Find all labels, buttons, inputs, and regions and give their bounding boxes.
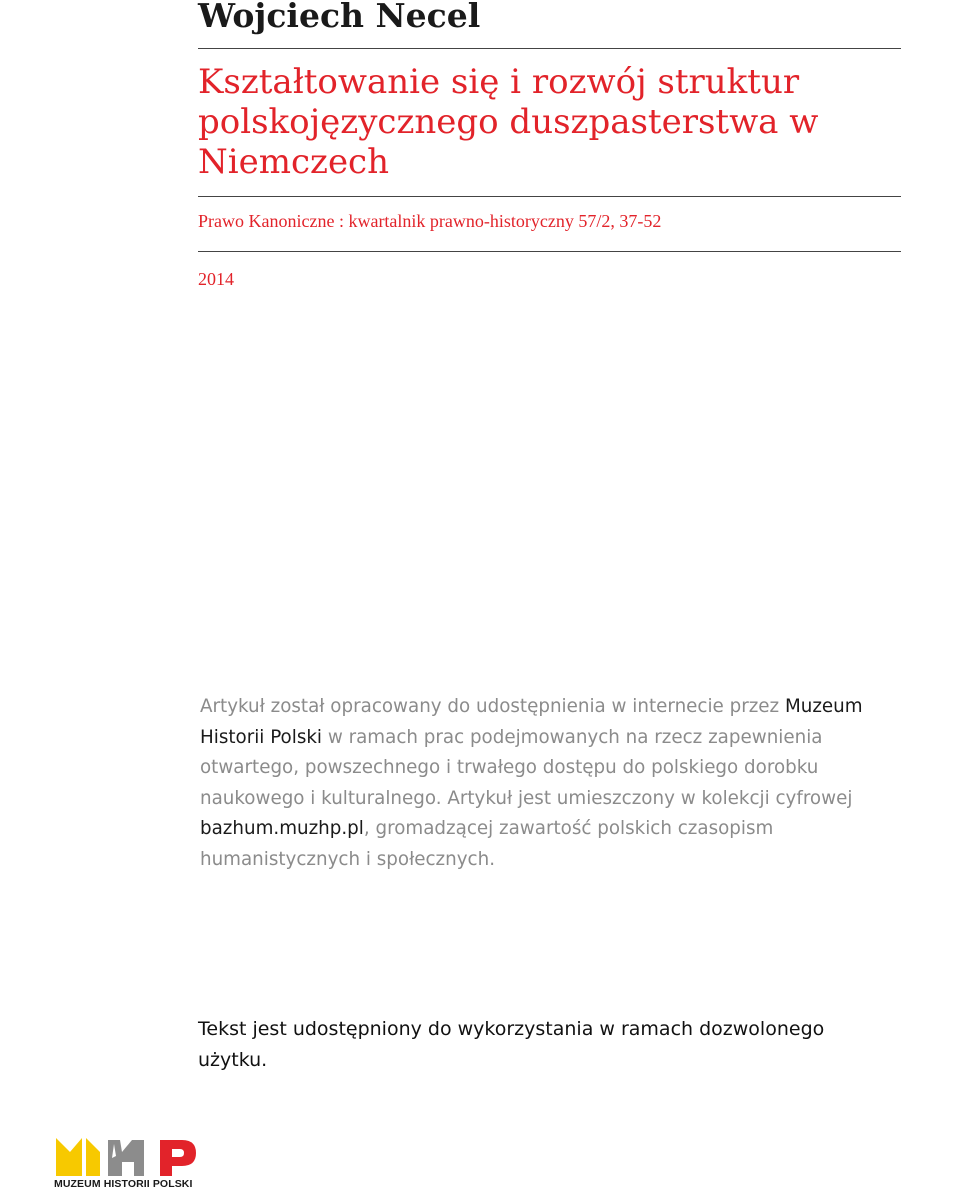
availability-notice bbox=[200, 692, 880, 875]
usage-notice: Tekst jest udostępniony do wykorzystania w ramach dozwolonego użytku. bbox=[198, 1018, 825, 1071]
notice-text: w ramach prac podejmowanych na rzecz zapewnienia otwartego, powszechnego i trwałego dostępu do polskiego dorobku naukowego i kulturalnego. Artykuł jest umieszczony w kolekcji cyfrowej bbox=[200, 726, 853, 809]
divider bbox=[198, 251, 901, 252]
museum-name: Muzeum Historii Polski bbox=[200, 696, 863, 748]
divider bbox=[198, 196, 901, 197]
publication-year: 2014 bbox=[198, 269, 234, 289]
collection-link[interactable]: bazhum.muzhp.pl bbox=[200, 818, 364, 839]
author-name: Wojciech Necel bbox=[198, 0, 481, 35]
journal-source: Prawo Kanoniczne : kwartalnik prawno-historyczny 57/2, 37-52 bbox=[198, 211, 662, 231]
divider bbox=[198, 48, 901, 49]
article-title: Kształtowanie się i rozwój struktur polskojęzycznego duszpasterstwa w Niemczech bbox=[198, 62, 819, 182]
museum-logo bbox=[52, 1136, 202, 1192]
notice-text: Artykuł został opracowany do udostępnienia w internecie przez bbox=[200, 696, 785, 717]
museum-logo-icon bbox=[52, 1136, 202, 1180]
logo-text: MUZEUM HISTORII POLSKI bbox=[54, 1178, 193, 1190]
notice-text: , gromadzącej zawartość polskich czasopism humanistycznych i społecznych. bbox=[200, 818, 774, 870]
